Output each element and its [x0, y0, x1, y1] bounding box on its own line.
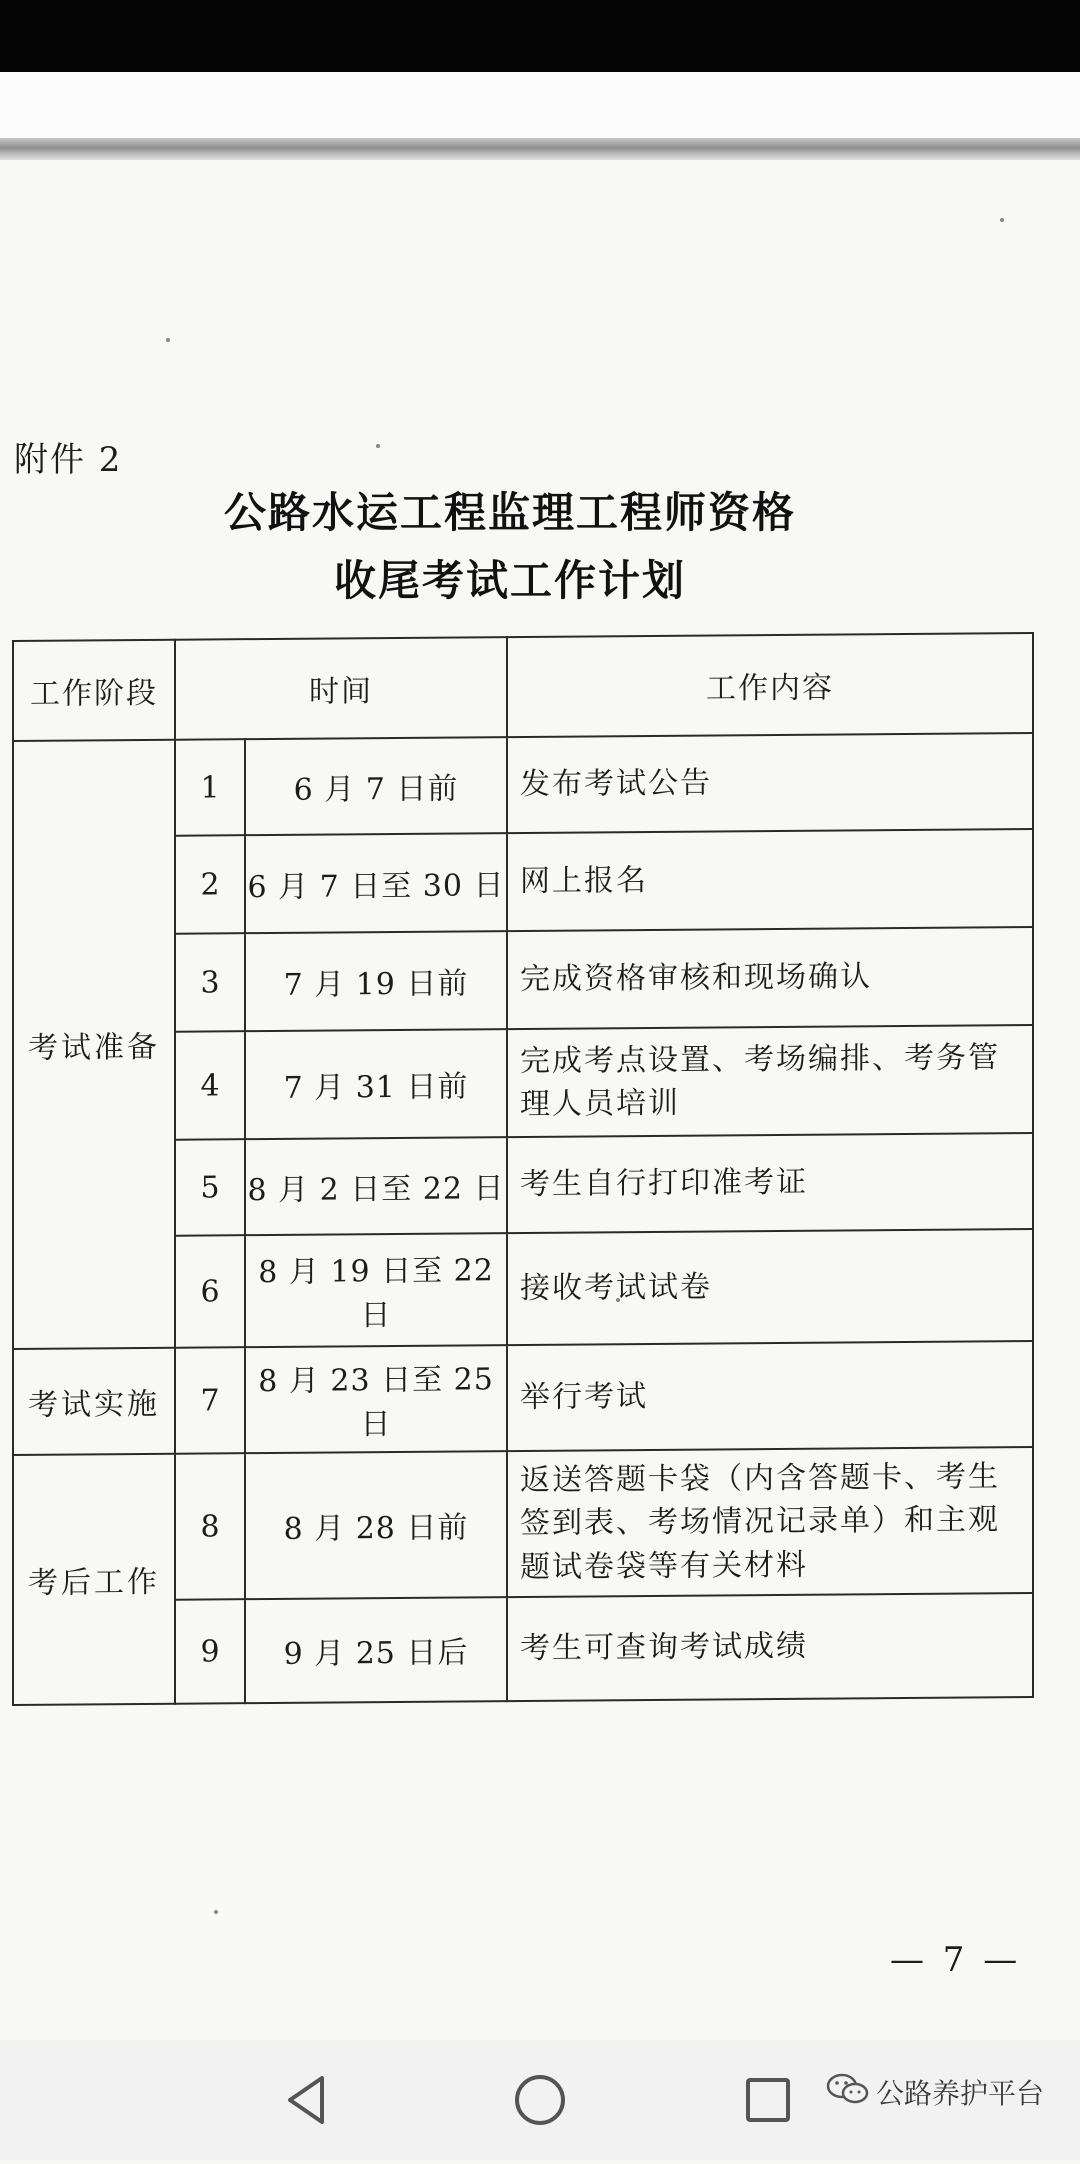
status-bar — [0, 0, 1080, 72]
exam-schedule-table — [12, 632, 1034, 1706]
row-number: 4 — [175, 1031, 245, 1140]
row-content: 举行考试 — [507, 1341, 1033, 1451]
row-date: 6 月 7 日前 — [245, 737, 507, 835]
row-content: 考生自行打印准考证 — [507, 1133, 1033, 1233]
row-content: 发布考试公告 — [507, 733, 1033, 833]
row-date: 7 月 19 日前 — [245, 931, 507, 1031]
document-title-line-1: 公路水运工程监理工程师资格 — [223, 488, 796, 537]
back-triangle-icon[interactable] — [248, 2040, 368, 2160]
row-number: 3 — [175, 933, 245, 1032]
row-date: 8 月 23 日至 25 日 — [245, 1345, 507, 1453]
row-content: 网上报名 — [507, 829, 1033, 931]
table-row — [13, 733, 1033, 837]
stage-cell: 考后工作 — [13, 1454, 175, 1705]
watermark-text: 公路养护平台 — [876, 2077, 1045, 2110]
home-circle-icon[interactable] — [480, 2040, 600, 2160]
attachment-label: 附件 2 — [14, 440, 123, 480]
row-date: 8 月 2 日至 22 日 — [245, 1137, 507, 1235]
row-date: 6 月 7 日至 30 日 — [245, 833, 507, 933]
row-content: 返送答题卡袋（内含答题卡、考生签到表、考场情况记录单）和主观题试卷袋等有关材料 — [507, 1447, 1033, 1597]
scan-speck — [166, 338, 170, 342]
top-strip — [0, 72, 1080, 138]
stage-cell: 考试实施 — [13, 1348, 175, 1455]
row-date: 7 月 31 日前 — [245, 1029, 507, 1139]
scan-speck — [1000, 218, 1004, 222]
row-number: 9 — [175, 1599, 245, 1704]
header-content: 工作内容 — [507, 633, 1033, 737]
row-number: 6 — [175, 1235, 245, 1348]
row-number: 1 — [175, 739, 245, 836]
row-number: 8 — [175, 1453, 245, 1600]
row-date: 9 月 25 日后 — [245, 1597, 507, 1703]
table-row — [13, 1447, 1033, 1601]
row-number: 2 — [175, 835, 245, 934]
wechat-icon — [826, 2071, 870, 2114]
row-number: 7 — [175, 1347, 245, 1454]
watermark — [826, 2062, 1044, 2122]
row-date: 8 月 28 日前 — [245, 1451, 507, 1599]
row-date: 8 月 19 日至 22 日 — [245, 1233, 507, 1347]
row-number: 5 — [175, 1139, 245, 1236]
row-content: 完成资格审核和现场确认 — [507, 927, 1033, 1029]
stage-cell: 考试准备 — [13, 740, 175, 1349]
header-time: 时间 — [175, 637, 507, 740]
scan-speck — [376, 444, 380, 448]
row-content: 考生可查询考试成绩 — [507, 1593, 1033, 1701]
page-number: — 7 — — [890, 1940, 1022, 1980]
table-row — [13, 1341, 1033, 1455]
header-stage: 工作阶段 — [13, 640, 175, 741]
scan-speck — [214, 1910, 218, 1914]
table-header-row — [13, 633, 1033, 741]
row-content: 完成考点设置、考场编排、考务管理人员培训 — [507, 1025, 1033, 1137]
scan-edge-rule — [0, 138, 1080, 160]
recents-square-icon[interactable] — [708, 2040, 828, 2160]
document-title-line-2: 收尾考试工作计划 — [333, 556, 686, 605]
row-content: 接收考试试卷 — [507, 1229, 1033, 1345]
